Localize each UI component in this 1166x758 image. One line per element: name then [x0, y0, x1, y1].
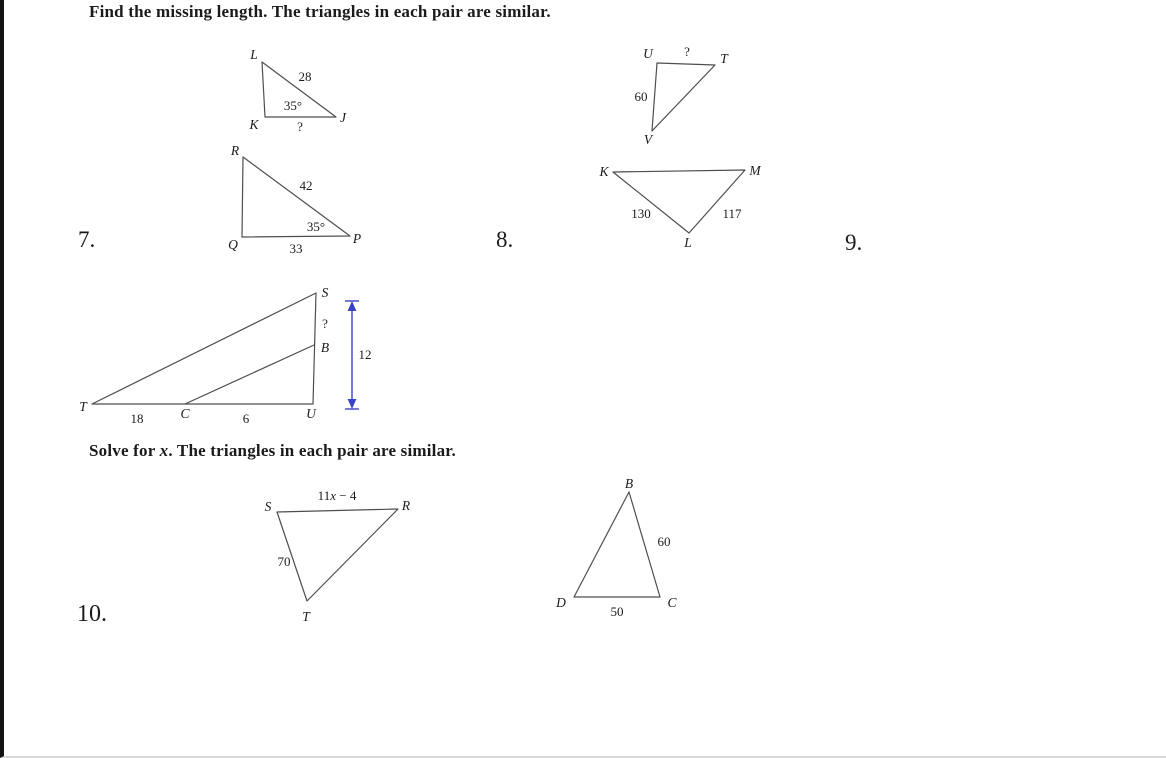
p9-seg-18: 18	[130, 411, 144, 426]
problem-9-number: 9.	[845, 230, 863, 255]
measure-arrowhead-up-icon	[348, 301, 357, 311]
p7-triangle-klj	[248, 47, 347, 134]
p10-triangle-srt	[265, 488, 411, 624]
p7-side-28: 28	[298, 69, 312, 84]
instruction-text: Find the missing length. The triangles in each pair are similar.	[89, 2, 551, 21]
figures-canvas	[4, 0, 1166, 758]
p10-triangle-bdc	[555, 476, 677, 619]
p10-side-60: 60	[657, 534, 671, 549]
p10-left-triangle-shape	[277, 509, 398, 601]
p9-height-12: 12	[358, 347, 372, 362]
p9-vertex-B: B	[320, 340, 330, 355]
p9-seg-6: 6	[242, 411, 250, 426]
instruction-variable: x	[159, 441, 169, 460]
p7-vertex-R: R	[230, 143, 240, 158]
p8-vertex-L: L	[684, 235, 692, 250]
p10-vertex-T: T	[302, 609, 310, 624]
p9-side-missing: ?	[322, 316, 328, 331]
p9-inner-segment-cb	[185, 345, 314, 404]
p7-vertex-P: P	[352, 231, 362, 246]
p7-vertex-J: J	[340, 110, 346, 125]
p7-base-missing: ?	[297, 119, 303, 134]
p9-measure-arrow-12	[345, 301, 359, 409]
p7-base-33: 33	[289, 241, 303, 256]
p7-vertex-Q: Q	[228, 237, 238, 252]
p9-figure	[79, 285, 371, 426]
instruction-prefix: Solve for	[89, 441, 160, 460]
p10-expr-11x-4: 11x − 4	[317, 488, 357, 503]
p7-triangle-qrp	[228, 143, 361, 256]
p7-angle-35-large: 35°	[306, 219, 326, 234]
p8-side-117: 117	[722, 206, 742, 221]
measure-arrowhead-down-icon	[348, 399, 357, 409]
p8-side-130: 130	[631, 206, 651, 221]
p8-large-triangle-shape	[613, 170, 745, 233]
p7-large-triangle-shape	[242, 157, 350, 237]
p8-vertex-K: K	[599, 164, 609, 179]
p8-side-60: 60	[634, 89, 648, 104]
p10-vertex-C: C	[667, 595, 677, 610]
p8-small-triangle-shape	[652, 63, 715, 131]
p10-vertex-R: R	[401, 498, 411, 513]
instruction-suffix: . The triangles in each pair are similar.	[168, 441, 456, 460]
p8-vertex-V: V	[643, 132, 653, 147]
p7-vertex-K: K	[249, 117, 259, 132]
p10-right-triangle-shape	[574, 492, 660, 597]
p10-base-50: 50	[610, 604, 624, 619]
p9-vertex-C: C	[180, 406, 190, 421]
p10-vertex-S: S	[264, 499, 272, 514]
p10-side-70: 70	[277, 554, 291, 569]
p10-vertex-D: D	[556, 595, 566, 610]
p8-vertex-M: M	[749, 163, 761, 178]
p8-vertex-U: U	[643, 46, 653, 61]
p9-outer-triangle-shape	[92, 293, 316, 404]
p8-vertex-T: T	[720, 51, 728, 66]
p7-angle-35: 35°	[283, 98, 303, 113]
problem-7-number: 7.	[78, 227, 96, 252]
p9-vertex-U: U	[306, 406, 316, 421]
p7-side-42: 42	[299, 178, 313, 193]
p10-vertex-B: B	[624, 476, 634, 491]
p8-top-missing: ?	[684, 44, 690, 59]
p8-triangle-kml	[598, 163, 761, 250]
p9-vertex-T: T	[79, 399, 87, 414]
p9-vertex-S: S	[321, 285, 329, 300]
p7-vertex-L: L	[250, 47, 258, 62]
problem-10-number: 10.	[77, 601, 107, 627]
problem-8-number: 8.	[496, 227, 514, 252]
p8-triangle-utv	[635, 44, 730, 147]
